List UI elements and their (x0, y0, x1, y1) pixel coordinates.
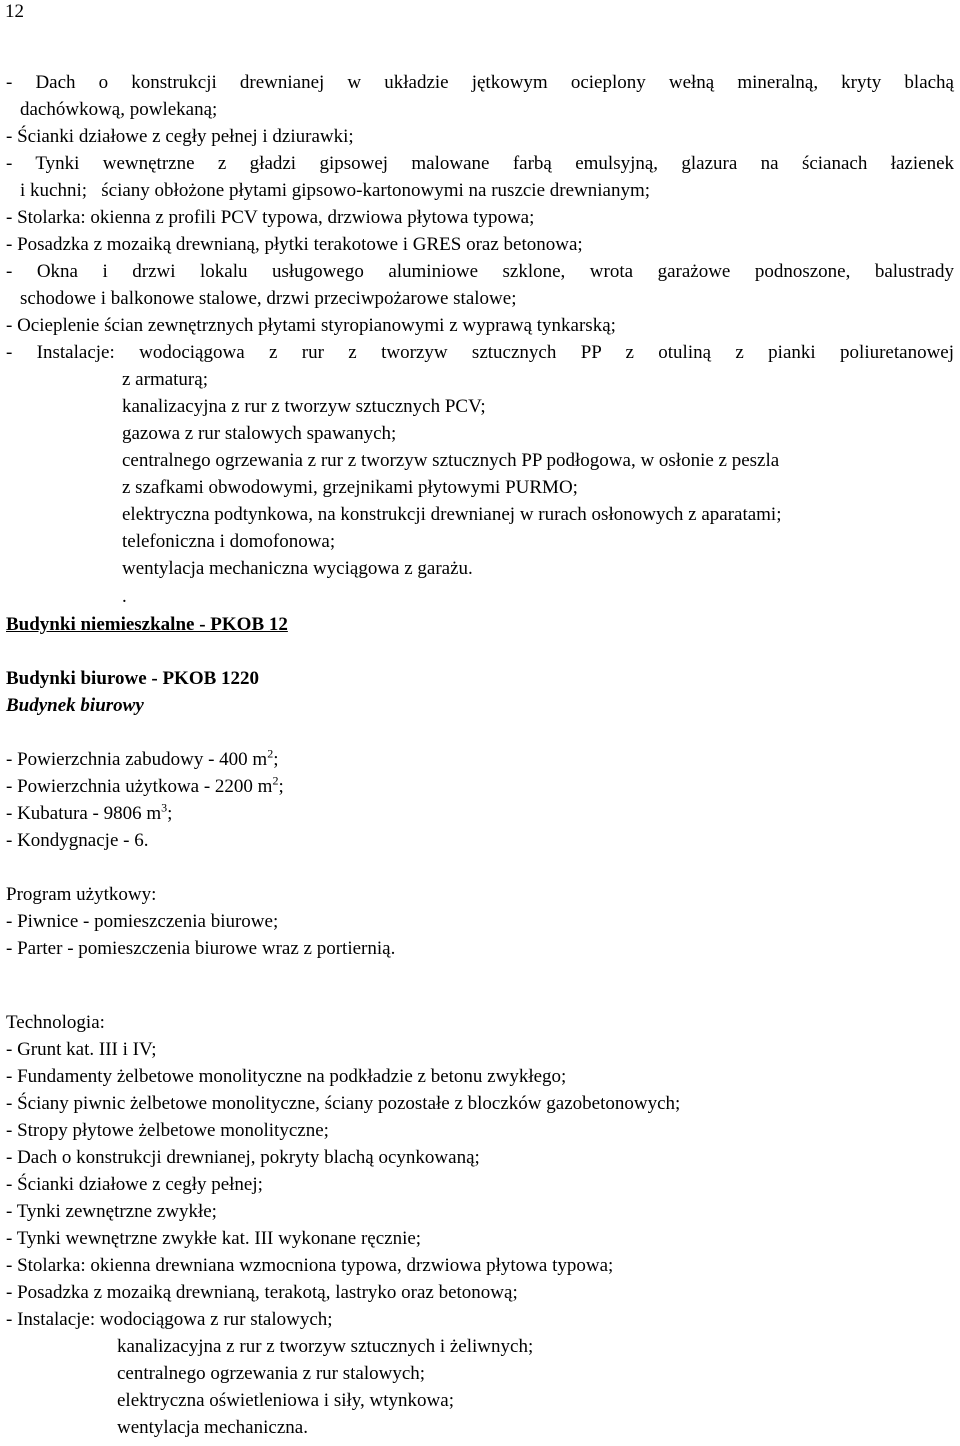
list-item: - Instalacje: wodociągowa z rur stalowych; (6, 1309, 333, 1330)
list-item: - Parter - pomieszczenia biurowe wraz z portiernią. (6, 938, 396, 959)
technology-title: Technologia: (6, 1012, 105, 1033)
list-item: - Stropy płytowe żelbetowe monolityczne; (6, 1120, 329, 1141)
param-volume: - Kubatura - 9806 $m^3$; (6, 800, 173, 824)
subsection-heading: Budynki biurowe - PKOB 1220 (6, 668, 260, 689)
text-line: - Ocieplenie ścian zewnętrznych płytami styropianowymi z wyprawą tynkarską; (6, 315, 616, 336)
list-item: - Ściany piwnic żelbetowe monolityczne, ściany pozostałe z bloczków gazobetonowych; (6, 1093, 681, 1114)
text-line: - Tynki wewnętrzne z gładzi gipsowej malowane farbą emulsyjną, glazura na ścianach łazienek (6, 153, 954, 174)
list-item: centralnego ogrzewania z rur stalowych; (117, 1363, 426, 1384)
list-item: - Grunt kat. III i IV; (6, 1039, 157, 1060)
text-line: - Instalacje: wodociągowa z rur z tworzyw sztucznych PP z otuliną z pianki poliuretanowej (6, 342, 954, 363)
list-item: - Fundamenty żelbetowe monolityczne na podkładzie z betonu zwykłego; (6, 1066, 567, 1087)
building-type-heading: Budynek biurowy (6, 695, 144, 716)
list-item: kanalizacyjna z rur z tworzyw sztucznych i żeliwnych; (117, 1336, 534, 1357)
page-number: 12 (5, 1, 24, 22)
text-line: centralnego ogrzewania z rur z tworzyw sztucznych PP podłogowa, w osłonie z peszla (122, 450, 780, 471)
text-line: schodowe i balkonowe stalowe, drzwi przeciwpożarowe stalowe; (20, 288, 517, 309)
text-line: - Okna i drzwi lokalu usługowego aluminiowe szklone, wrota garażowe podnoszone, balustrady (6, 261, 954, 282)
text-line: z szafkami obwodowymi, grzejnikami płytowymi PURMO; (122, 477, 578, 498)
param-built-area: - Powierzchnia zabudowy - 400 $m^2$; (6, 746, 279, 770)
list-item: - Ścianki działowe z cegły pełnej; (6, 1174, 263, 1195)
list-item: elektryczna oświetleniowa i siły, wtynkowa; (117, 1390, 454, 1411)
program-title: Program użytkowy: (6, 884, 157, 905)
list-item: - Posadzka z mozaiką drewnianą, terakotą, lastryko oraz betonową; (6, 1282, 518, 1303)
text-line: - Stolarka: okienna z profili PCV typowa, drzwiowa płytowa typowa; (6, 207, 535, 228)
text-line: i kuchni; ściany obłożone płytami gipsowo-kartonowymi na ruszcie drewnianym; (20, 180, 651, 201)
list-item: - Dach o konstrukcji drewnianej, pokryty blachą ocynkowaną; (6, 1147, 480, 1168)
text-line: kanalizacyjna z rur z tworzyw sztucznych PCV; (122, 396, 486, 417)
list-item: wentylacja mechaniczna. (117, 1417, 308, 1438)
text-line: elektryczna podtynkowa, na konstrukcji drewnianej w rurach osłonowych z aparatami; (122, 504, 782, 525)
text-line: - Dach o konstrukcji drewnianej w układzie jętkowym ocieplony wełną mineralną, kryty blachą (6, 72, 954, 93)
list-item: - Tynki wewnętrzne zwykłe kat. III wykonane ręcznie; (6, 1228, 422, 1249)
text-line: wentylacja mechaniczna wyciągowa z garażu. (122, 558, 473, 579)
text-line: telefoniczna i domofonowa; (122, 531, 336, 552)
text-line: dachówkową, powlekaną; (20, 99, 218, 120)
text-line: - Ścianki działowe z cegły pełnej i dziurawki; (6, 126, 354, 147)
text-line: gazowa z rur stalowych spawanych; (122, 423, 397, 444)
section-heading: Budynki niemieszkalne - PKOB 12 (6, 614, 288, 635)
param-usable-area: - Powierzchnia użytkowa - 2200 $m^2$; (6, 773, 284, 797)
text-line: z armaturą; (122, 369, 208, 390)
param-storeys: - Kondygnacje - 6. (6, 830, 149, 851)
text-line: - Posadzka z mozaiką drewnianą, płytki terakotowe i GRES oraz betonowa; (6, 234, 583, 255)
list-item: - Piwnice - pomieszczenia biurowe; (6, 911, 279, 932)
stray-dot: . (122, 586, 127, 607)
list-item: - Tynki zewnętrzne zwykłe; (6, 1201, 217, 1222)
list-item: - Stolarka: okienna drewniana wzmocniona typowa, drzwiowa płytowa typowa; (6, 1255, 614, 1276)
